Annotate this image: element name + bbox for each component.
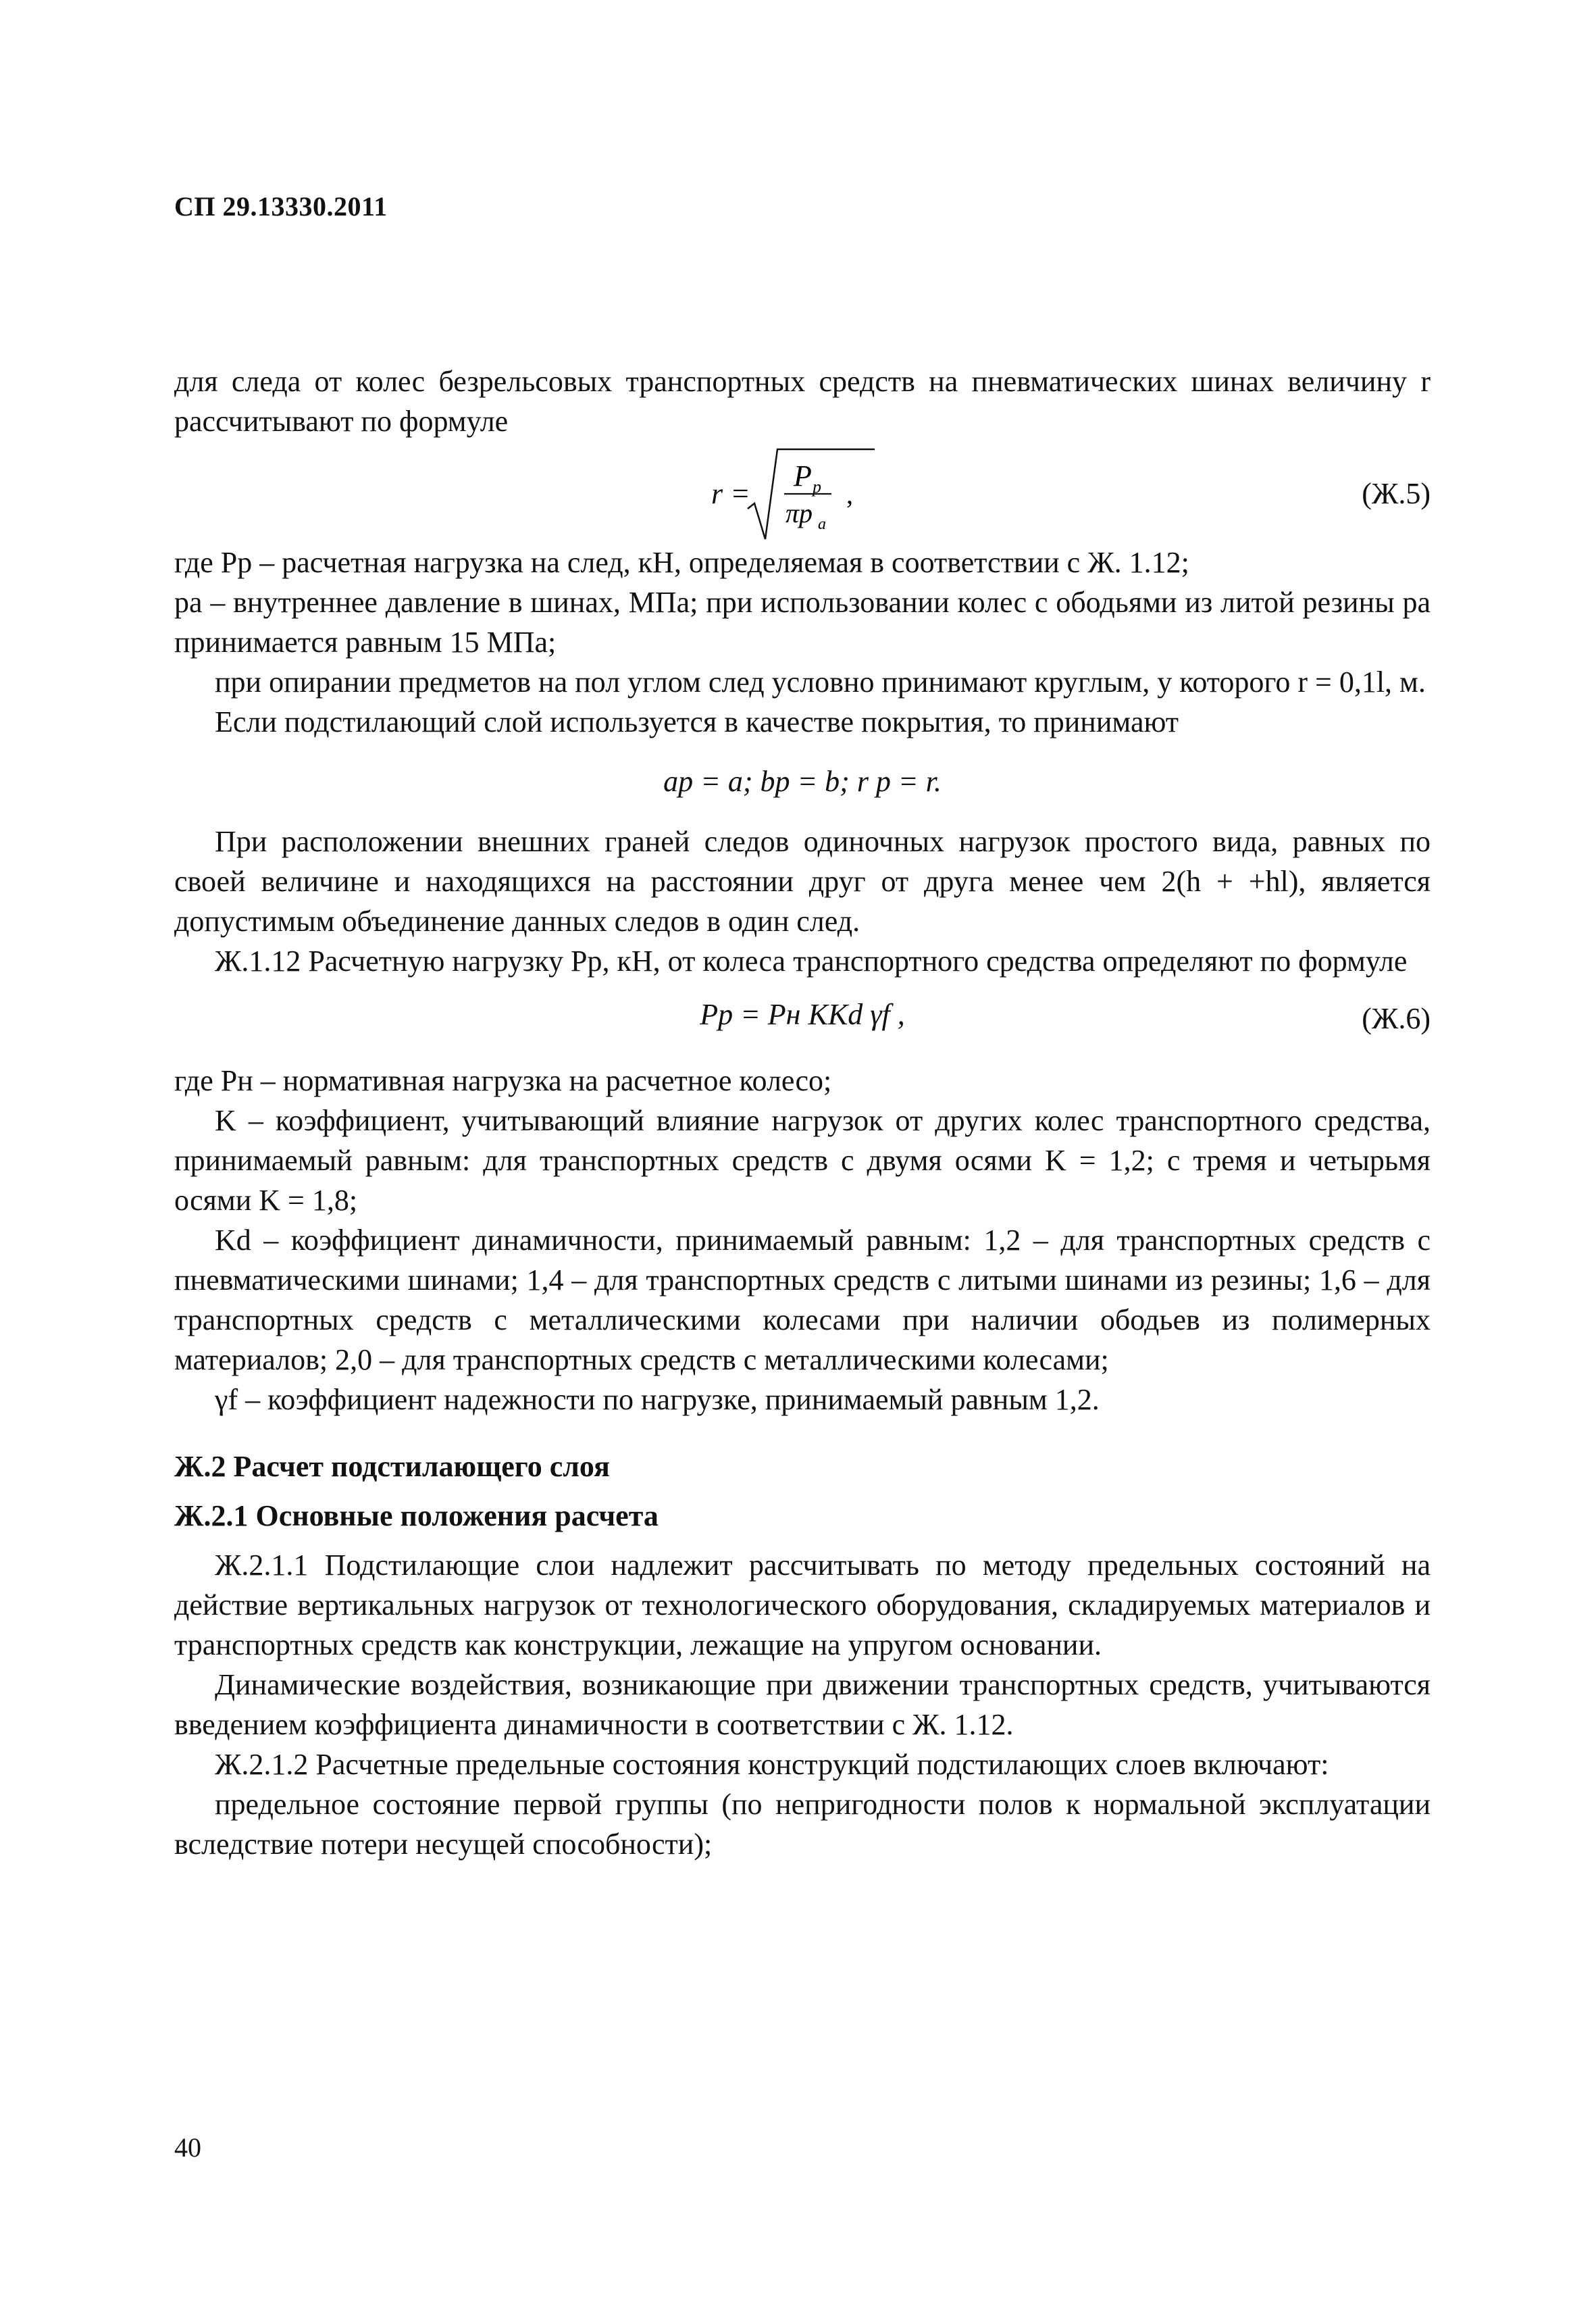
formula-number: (Ж.6) [1362, 1002, 1431, 1035]
paragraph: Kd – коэффициент динамичности, принимаемый равным: 1,2 – для транспортных средств с пневматическими шинами; 1,4 – для транспортных средств с литыми шинами из резины; 1,6 – для транспортных средств с металлическими колесами при наличии ободьев из полимерных материалов; 2,0 – для транспортных средств с металлическими колесами; [174, 1224, 1431, 1376]
subsection-heading: Ж.2.1 Основные положения расчета [174, 1499, 659, 1532]
paragraph: предельное состояние первой группы (по непригодности полов к нормальной эксплуатации вследствие потери несущей способности); [174, 1788, 1431, 1861]
formula-zh6 [174, 981, 1431, 1061]
formula-zh5 [174, 441, 1431, 543]
formula-number: (Ж.5) [1362, 477, 1431, 510]
page-number: 40 [174, 2132, 201, 2163]
formula-equalities: ap = a; bp = b; r p = r. [663, 765, 942, 798]
section-heading: Ж.2 Расчет подстилающего слоя [174, 1450, 610, 1483]
paragraph: где Pр – расчетная нагрузка на след, кН, определяемая в соответствии с Ж. 1.12; [174, 546, 1189, 579]
paragraph: pa – внутреннее давление в шинах, МПа; при использовании колес с ободьями из литой резины pa принимается равным 15 МПа; [174, 586, 1431, 659]
paragraph: При расположении внешних граней следов одиночных нагрузок простого вида, равных по своей величине и находящихся на расстоянии друг от друга менее чем 2(h + +hl), является допустимым объединение данных следов в один след. [174, 825, 1431, 938]
paragraph: Ж.2.1.2 Расчетные предельные состояния конструкций подстилающих слоев включают: [215, 1748, 1329, 1781]
paragraph: при опирании предметов на пол углом след условно принимают круглым, у которого r = 0,1l, м. [215, 665, 1426, 699]
paragraph: где Pн – нормативная нагрузка на расчетное колесо; [174, 1064, 832, 1097]
fraction-denominator-sub: a [818, 515, 826, 533]
formula-lhs: r = [711, 477, 750, 510]
paragraph: K – коэффициент, учитывающий влияние нагрузок от других колес транспортного средства, принимаемый равным: для транспортных средств с двумя осями K = 1,2; с тремя и четырьмя осями K = 1,8; [174, 1104, 1431, 1217]
formula-expression: Pр = Pн KKd γf , [700, 998, 905, 1031]
formula-comma: , [846, 479, 853, 509]
paragraph: γf – коэффициент надежности по нагрузке, принимаемый равным 1,2. [215, 1383, 1100, 1416]
sqrt-fraction [745, 441, 880, 543]
paragraph: Ж.2.1.1 Подстилающие слои надлежит рассчитывать по методу предельных состояний на действие вертикальных нагрузок от технологического оборудования, складируемых материалов и транспортных средств как конструкции, лежащие на упругом основании. [174, 1549, 1431, 1661]
doc-code-header: СП 29.13330.2011 [174, 191, 388, 222]
fraction-numerator-sub: p [813, 477, 821, 497]
fraction-denominator: πp [786, 498, 813, 528]
document-body [174, 361, 1431, 1864]
paragraph: Если подстилающий слой используется в качестве покрытия, то принимают [215, 705, 1179, 738]
paragraph: Динамические воздействия, возникающие при движении транспортных средств, учитываются введением коэффициента динамичности в соответствии с Ж. 1.12. [174, 1668, 1431, 1741]
paragraph: Ж.1.12 Расчетную нагрузку Pр, кН, от колеса транспортного средства определяют по формуле [215, 945, 1408, 978]
paragraph: для следа от колес безрельсовых транспортных средств на пневматических шинах величину r рассчитывают по формуле [174, 365, 1431, 438]
fraction-numerator: P [794, 459, 812, 493]
